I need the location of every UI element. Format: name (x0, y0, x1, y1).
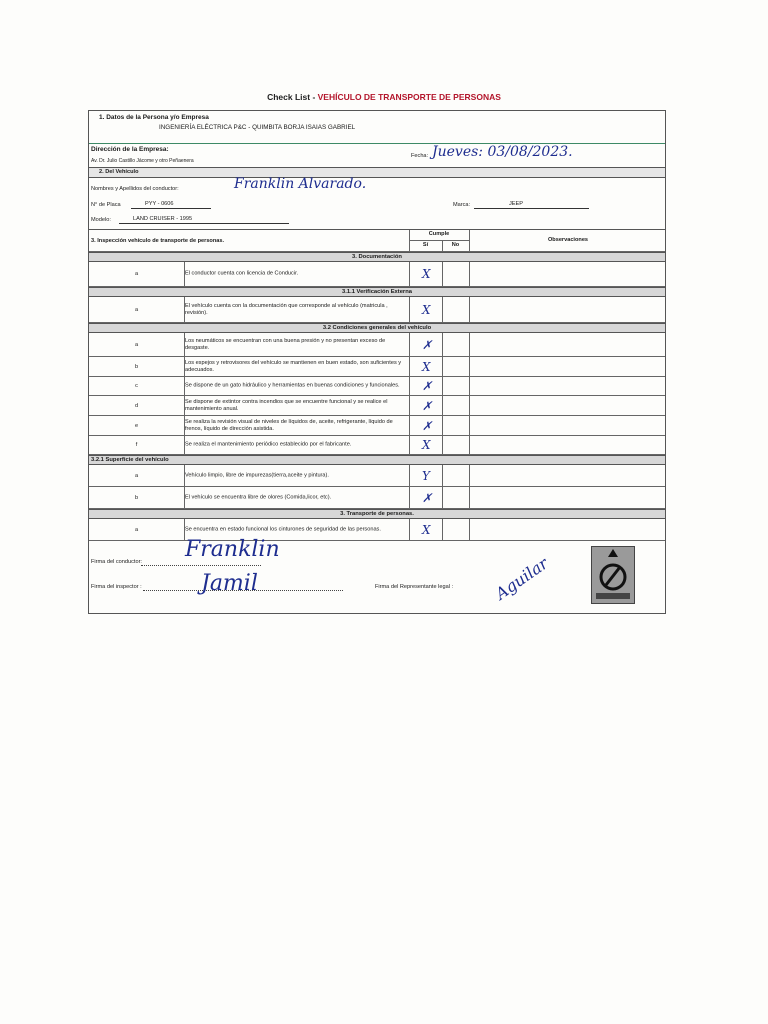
stamp-emblem-icon (592, 547, 634, 603)
address-value: Av. Dr. Julio Castillo Jácome y otro Peñaenera (91, 158, 194, 164)
divider (409, 333, 410, 356)
check-mark: X (422, 359, 431, 374)
divider (469, 519, 470, 540)
divider (469, 436, 470, 454)
divider (469, 487, 470, 508)
section-documentacion: 3. Documentación (89, 252, 665, 262)
person-company-section (89, 111, 665, 144)
row-text: El vehículo se encuentra libre de olores (Comida,licor, etc). (185, 494, 332, 500)
company-stamp-logo (591, 546, 635, 604)
cumple-label: Cumple (428, 231, 450, 237)
company-name: INGENIERÍA ELÉCTRICA P&C - QUIMBITA BORJA ISAIAS GABRIEL (159, 124, 356, 131)
divider (409, 519, 410, 540)
row-letter: d (134, 402, 139, 409)
table-row (89, 416, 665, 436)
address-label: Dirección de la Empresa: (91, 146, 169, 153)
model-label: Modelo: (91, 217, 111, 223)
title-prefix: Check List - (267, 92, 318, 102)
check-mark: X (422, 302, 431, 317)
plate-label: N° de Placa (91, 202, 121, 208)
table-row (89, 465, 665, 487)
plate-underline (131, 208, 211, 209)
row-text: El conductor cuenta con licencia de Conducir. (185, 270, 299, 277)
page-title (0, 92, 768, 102)
row-letter: b (134, 494, 139, 501)
divider (409, 297, 410, 322)
plate-value: PYY - 0606 (145, 201, 174, 207)
date-value: Jueves: 03/08/2023. (432, 144, 573, 160)
row-text: Se dispone de extintor contra incendios que se encuentre funcional y se realice el mantenimiento anual. (185, 398, 388, 412)
divider (409, 436, 410, 454)
divider (442, 333, 443, 356)
divider (469, 416, 470, 435)
title-main: VEHÍCULO DE TRANSPORTE DE PERSONAS (317, 92, 501, 102)
row-letter: c (135, 383, 138, 389)
row-text: Se realiza el mantenimiento periódico establecido por el fabricante. (185, 441, 352, 448)
inspector-signature-label: Firma del inspector : (91, 584, 142, 590)
driver-label: Nombres y Apellidos del conductor: (91, 186, 179, 192)
legal-signature: Aguilar (491, 553, 552, 604)
check-mark: X (422, 267, 431, 281)
divider (442, 519, 443, 540)
vehicle-section (89, 178, 665, 230)
divider (442, 297, 443, 322)
row-letter: a (134, 306, 139, 313)
inspection-header (89, 230, 665, 252)
driver-signature-label: Firma del conductor: (91, 559, 142, 565)
row-letter: a (134, 271, 139, 277)
table-row (89, 333, 665, 357)
divider (409, 262, 410, 286)
divider (409, 416, 410, 435)
vehicle-section-header (89, 168, 665, 178)
divider (469, 262, 470, 286)
check-mark: X (422, 438, 431, 452)
row-text: Los espejos y retrovisores del vehículo se mantienen en buen estado, son suficientes y adecuados. (185, 359, 402, 373)
check-mark: ✗ (422, 490, 433, 505)
divider (409, 377, 410, 395)
model-value: LAND CRUISER - 1995 (133, 216, 193, 222)
address-section (89, 144, 665, 168)
divider (442, 416, 443, 435)
check-mark: ✗ (422, 379, 433, 393)
row-letter: b (134, 363, 139, 370)
divider (442, 487, 443, 508)
section-verificacion: 3.1.1 Verificación Externa (89, 287, 665, 297)
divider (442, 377, 443, 395)
row-letter: a (134, 526, 139, 533)
divider (409, 465, 410, 486)
table-row (89, 357, 665, 377)
driver-signature: Franklin (185, 537, 280, 562)
divider (409, 487, 410, 508)
divider (469, 333, 470, 356)
checklist-form (88, 110, 666, 614)
model-underline (119, 223, 289, 224)
no-label: No (451, 242, 460, 248)
divider (469, 357, 470, 376)
si-label: Sí (422, 242, 429, 248)
brand-underline (474, 208, 589, 209)
vehicle-section-label: 2. Del Vehículo (99, 169, 139, 175)
row-letter: e (134, 422, 139, 429)
table-row (89, 519, 665, 541)
row-text: Los neumáticos se encuentran con una buena presión y no presentan exceso de desgaste. (185, 337, 386, 351)
divider (442, 357, 443, 376)
section-condiciones: 3.2 Condiciones generales del vehículo (89, 323, 665, 333)
inspection-title: 3. Inspección vehículo de transporte de personas. (91, 238, 225, 244)
check-mark: Y (422, 468, 430, 483)
driver-signature-line (141, 565, 261, 566)
row-text: Se realiza la revisión visual de niveles de líquidos de, aceite, refrigerante, líquido de frenos, líquido de dirección asistida. (185, 418, 393, 432)
divider (469, 297, 470, 322)
table-row (89, 377, 665, 396)
divider (409, 396, 410, 415)
divider (442, 262, 443, 286)
row-letter: a (134, 341, 139, 348)
row-text: Vehículo limpio, libre de impurezas(tierra,aceite y pintura). (185, 472, 329, 478)
check-mark: ✗ (422, 337, 433, 352)
divider (442, 436, 443, 454)
row-text: Se dispone de un gato hidráulico y herramientas en buenas condiciones y funcionales. (185, 382, 400, 389)
section1-label: 1. Datos de la Persona y/o Empresa (99, 114, 209, 121)
divider (469, 465, 470, 486)
driver-name: Franklin Alvarado. (234, 176, 367, 192)
table-row (89, 396, 665, 416)
check-mark: ✗ (422, 398, 433, 413)
check-mark: ✗ (422, 418, 433, 433)
row-letter: f (135, 442, 138, 448)
table-row (89, 262, 665, 287)
table-row (89, 487, 665, 509)
observaciones-label: Observaciones (547, 237, 589, 243)
divider (469, 377, 470, 395)
legal-signature-label: Firma del Representante legal : (375, 584, 454, 590)
brand-label: Marca: (453, 202, 471, 208)
divider (469, 396, 470, 415)
row-text: Se encuentra en estado funcional los cinturones de seguridad de las personas. (185, 526, 381, 532)
row-text: El vehículo cuenta con la documentación que corresponde al vehículo (matricula , revisión). (185, 302, 388, 316)
row-letter: a (134, 472, 139, 479)
section-transporte: 3. Transporte de personas. (89, 509, 665, 519)
divider (442, 465, 443, 486)
inspector-signature: Jamil (201, 571, 258, 596)
section-superficie: 3.2.1 Superficie del vehículo (89, 455, 665, 465)
check-mark: X (422, 522, 431, 537)
table-row (89, 297, 665, 323)
divider (409, 357, 410, 376)
table-row (89, 436, 665, 455)
date-label: Fecha: (411, 153, 429, 159)
cumple-divider (409, 240, 469, 241)
divider (442, 396, 443, 415)
brand-value: JEEP (509, 201, 523, 207)
